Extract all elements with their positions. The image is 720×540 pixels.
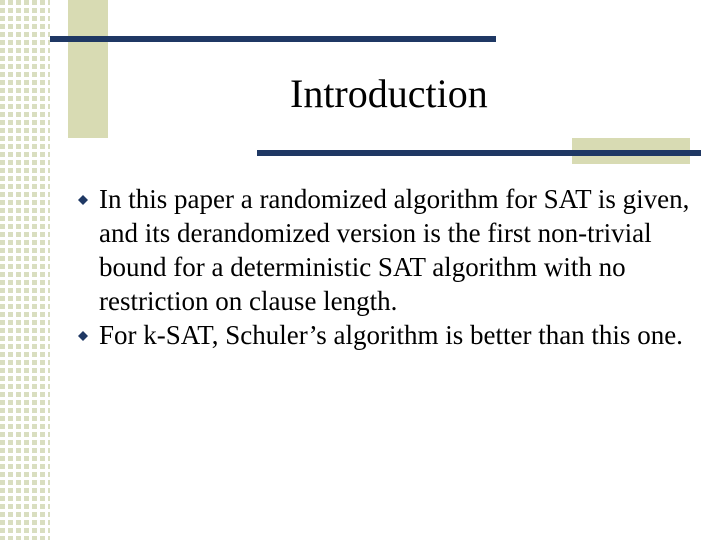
title-rule-top <box>50 36 496 42</box>
title-rule-bottom <box>257 150 701 156</box>
accent-block-top-left <box>68 0 108 138</box>
diamond-bullet-icon <box>78 195 88 205</box>
bullet-text: In this paper a randomized algorithm for SAT is given, and its derandomized version is the first non-trivial bound for a deterministic SAT algorithm with no restriction on clause length. <box>99 184 690 316</box>
left-striped-border <box>0 0 50 540</box>
bullet-item <box>76 182 696 318</box>
bullet-item <box>76 318 696 352</box>
slide-title: Introduction <box>290 71 488 116</box>
bullet-text: For k-SAT, Schuler’s algorithm is better than this one. <box>99 320 683 350</box>
bullet-list <box>76 182 696 352</box>
diamond-bullet-icon <box>78 331 88 341</box>
